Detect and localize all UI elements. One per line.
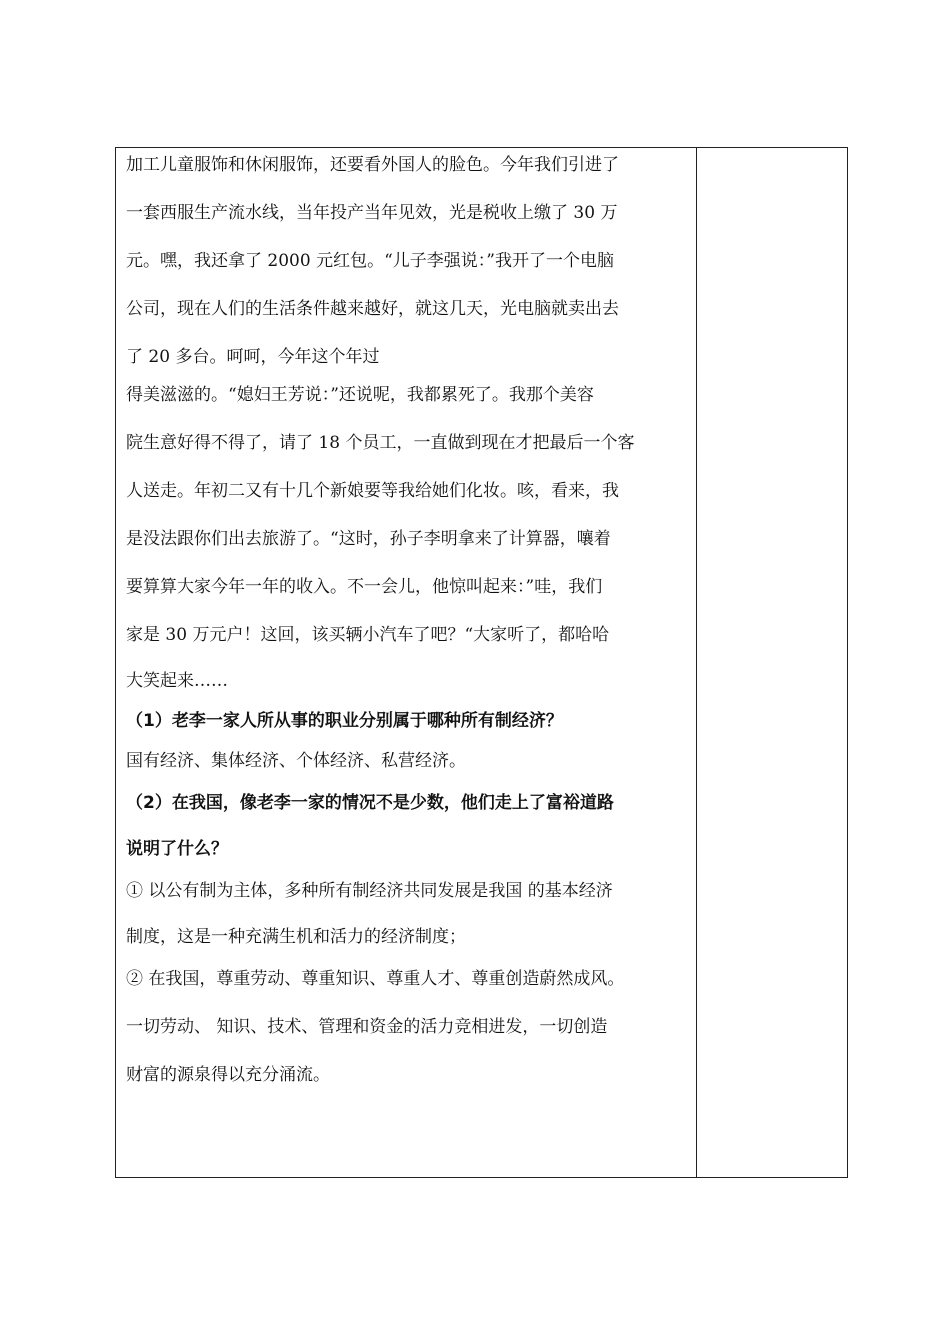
story-line: 家是 30 万元户！这回，该买辆小汽车了吧？“大家听了，都哈哈 bbox=[126, 625, 610, 645]
answer-1: 国有经济、集体经济、个体经济、私营经济。 bbox=[126, 751, 466, 771]
story-line: 大笑起来…… bbox=[126, 671, 228, 691]
answer-2-line: ② 在我国，尊重劳动、尊重知识、尊重人才、尊重创造蔚然成风。 bbox=[126, 969, 625, 989]
story-line: 得美滋滋的。“媳妇王芳说：”还说呢，我都累死了。我那个美容 bbox=[126, 385, 594, 405]
story-line: 元。嘿，我还拿了 2000 元红包。“儿子李强说：”我开了一个电脑 bbox=[126, 251, 614, 271]
story-line: 是没法跟你们出去旅游了。“这时，孙子李明拿来了计算器，嚷着 bbox=[126, 529, 611, 549]
content-table bbox=[115, 147, 848, 1178]
question-1: （1）老李一家人所从事的职业分别属于哪种所有制经济？ bbox=[126, 711, 563, 731]
answer-2-line: ① 以公有制为主体，多种所有制经济共同发展是我国 的基本经济 bbox=[126, 881, 613, 901]
story-line: 加工儿童服饰和休闲服饰，还要看外国人的脸色。今年我们引进了 bbox=[126, 155, 619, 175]
story-line: 了 20 多台。呵呵，今年这个年过 bbox=[126, 347, 380, 367]
question-2-line-2: 说明了什么？ bbox=[126, 839, 228, 859]
answer-2-line: 制度，这是一种充满生机和活力的经济制度； bbox=[126, 927, 466, 947]
answer-2-line: 财富的源泉得以充分涌流。 bbox=[126, 1065, 330, 1085]
story-line: 院生意好得不得了，请了 18 个员工，一直做到现在才把最后一个客 bbox=[126, 433, 635, 453]
answer-2-line: 一切劳动、 知识、技术、管理和资金的活力竞相进发，一切创造 bbox=[126, 1017, 608, 1037]
story-line: 人送走。年初二又有十几个新娘要等我给她们化妆。咳，看来，我 bbox=[126, 481, 619, 501]
story-line: 公司，现在人们的生活条件越来越好，就这几天，光电脑就卖出去 bbox=[126, 299, 619, 319]
story-line: 要算算大家今年一年的收入。不一会儿，他惊叫起来：”哇，我们 bbox=[126, 577, 603, 597]
story-line: 一套西服生产流水线，当年投产当年见效，光是税收上缴了 30 万 bbox=[126, 203, 618, 223]
column-divider bbox=[696, 148, 697, 1177]
question-2-line-1: （2）在我国，像老李一家的情况不是少数，他们走上了富裕道路 bbox=[126, 793, 614, 813]
